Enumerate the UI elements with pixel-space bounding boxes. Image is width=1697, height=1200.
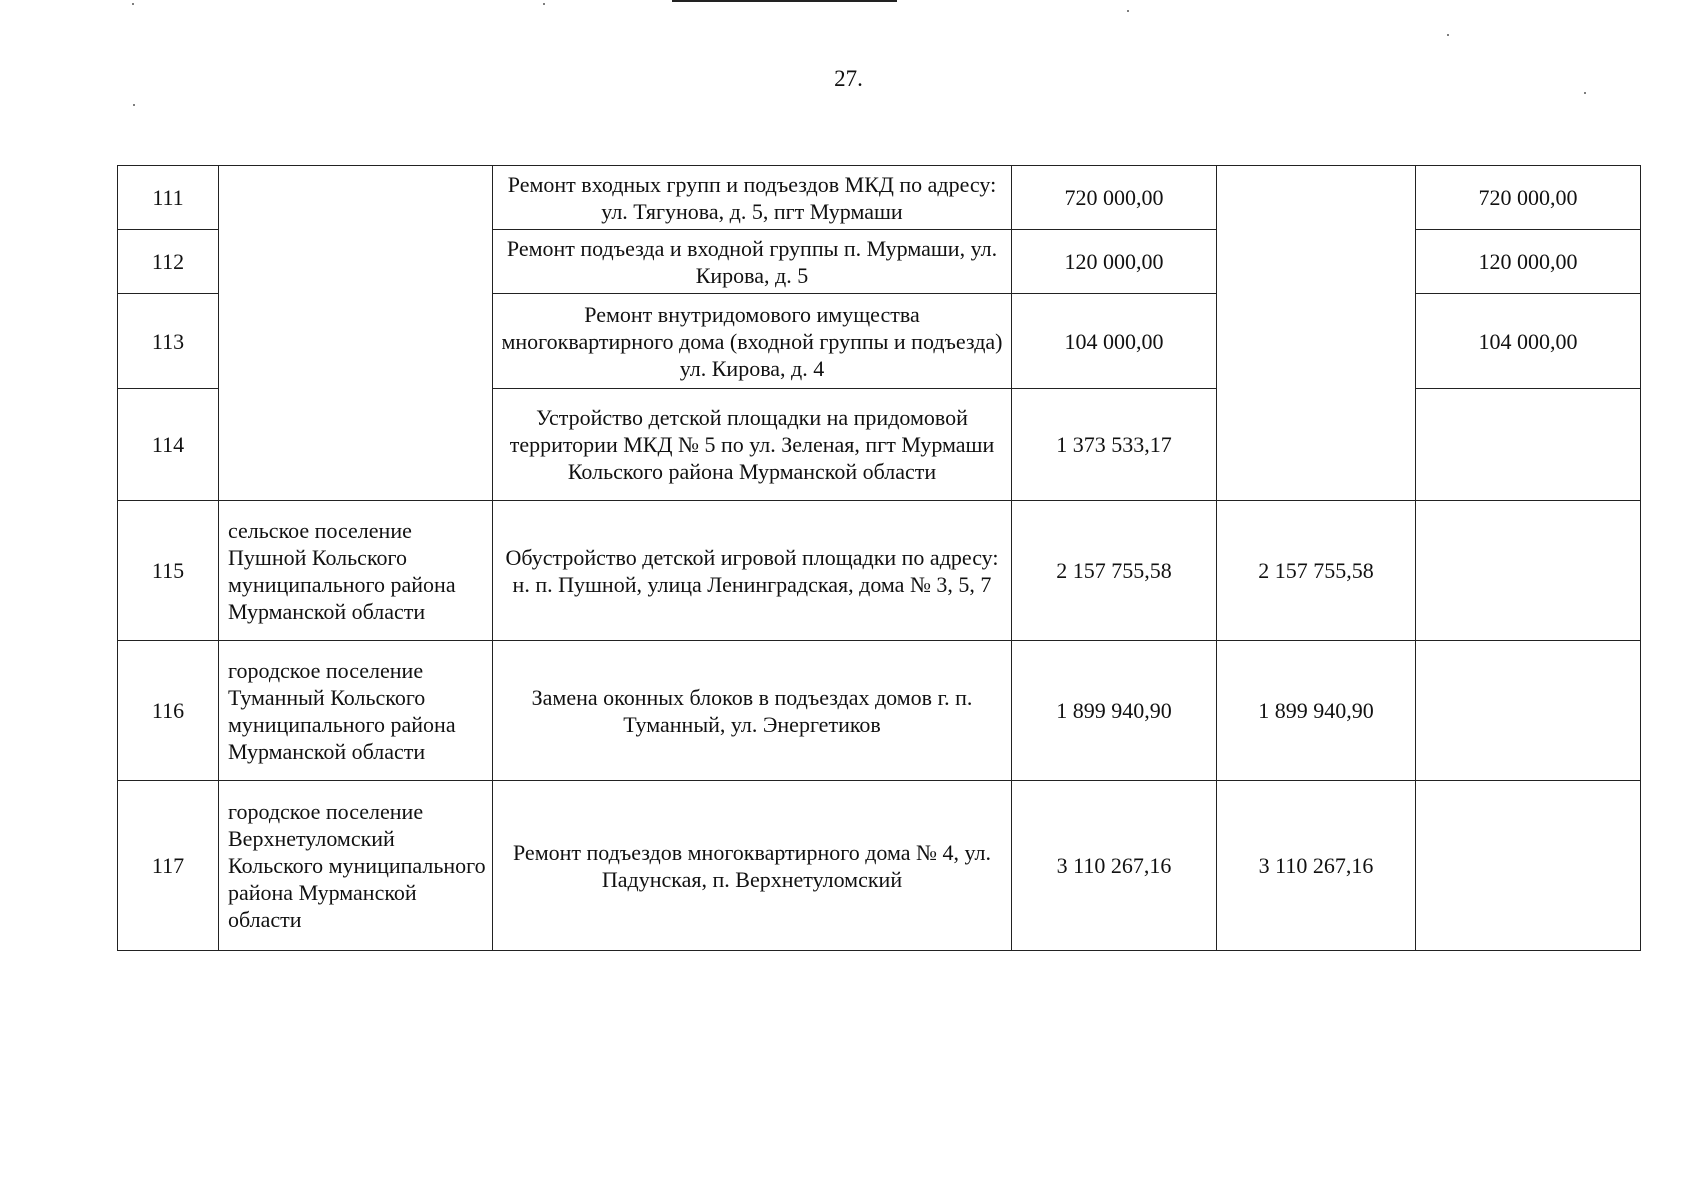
amount-total-cell: 3 110 267,16 [1012,781,1217,951]
amount-last-cell: 720 000,00 [1416,166,1641,230]
scan-speck [132,3,134,5]
table-row [118,641,1641,781]
amount-last-cell: 120 000,00 [1416,230,1641,294]
amount-total-cell: 104 000,00 [1012,294,1217,389]
table-row [118,781,1641,951]
amount-last-cell [1416,781,1641,951]
amount-total-cell: 120 000,00 [1012,230,1217,294]
description-cell: Ремонт входных групп и подъездов МКД по адресу: ул. Тягунова, д. 5, пгт Мурмаши [493,166,1012,230]
amount-total-cell: 720 000,00 [1012,166,1217,230]
description-cell: Замена оконных блоков в подъездах домов г. п. Туманный, ул. Энергетиков [493,641,1012,781]
amount-total-cell: 2 157 755,58 [1012,501,1217,641]
amount-last-cell [1416,641,1641,781]
row-number: 117 [118,781,219,951]
amount-last-cell [1416,389,1641,501]
top-rule [672,0,897,2]
amount-mid-cell [1217,166,1416,501]
amount-last-cell: 104 000,00 [1416,294,1641,389]
amount-total-cell: 1 899 940,90 [1012,641,1217,781]
data-table [117,165,1641,951]
amount-mid-cell: 1 899 940,90 [1217,641,1416,781]
row-number: 111 [118,166,219,230]
row-number: 115 [118,501,219,641]
scan-speck [133,104,135,106]
amount-total-cell: 1 373 533,17 [1012,389,1217,501]
description-cell: Обустройство детской игровой площадки по адресу: н. п. Пушной, улица Ленинградская, дома № 3, 5, 7 [493,501,1012,641]
row-number: 112 [118,230,219,294]
row-number: 116 [118,641,219,781]
amount-mid-cell: 2 157 755,58 [1217,501,1416,641]
description-cell: Устройство детской площадки на придомовой территории МКД № 5 по ул. Зеленая, пгт Мурмаши Кольского района Мурманской области [493,389,1012,501]
amount-last-cell [1416,501,1641,641]
scan-speck [1584,92,1586,94]
amount-mid-cell: 3 110 267,16 [1217,781,1416,951]
municipality-cell [219,166,493,501]
page-number: 27. [834,66,863,91]
municipality-cell: городское поселение Верхнетуломский Кольского муниципального района Мурманской области [219,781,493,951]
table-row [118,166,1641,230]
scan-speck [1127,10,1129,12]
municipality-cell: сельское поселение Пушной Кольского муниципального района Мурманской области [219,501,493,641]
description-cell: Ремонт подъезда и входной группы п. Мурмаши, ул. Кирова, д. 5 [493,230,1012,294]
row-number: 113 [118,294,219,389]
table-row [118,501,1641,641]
scan-speck [1447,34,1449,36]
description-cell: Ремонт внутридомового имущества многоквартирного дома (входной группы и подъезда) ул. Кирова, д. 4 [493,294,1012,389]
municipality-cell: городское поселение Туманный Кольского муниципального района Мурманской области [219,641,493,781]
row-number: 114 [118,389,219,501]
description-cell: Ремонт подъездов многоквартирного дома № 4, ул. Падунская, п. Верхнетуломский [493,781,1012,951]
scan-speck [543,3,545,5]
